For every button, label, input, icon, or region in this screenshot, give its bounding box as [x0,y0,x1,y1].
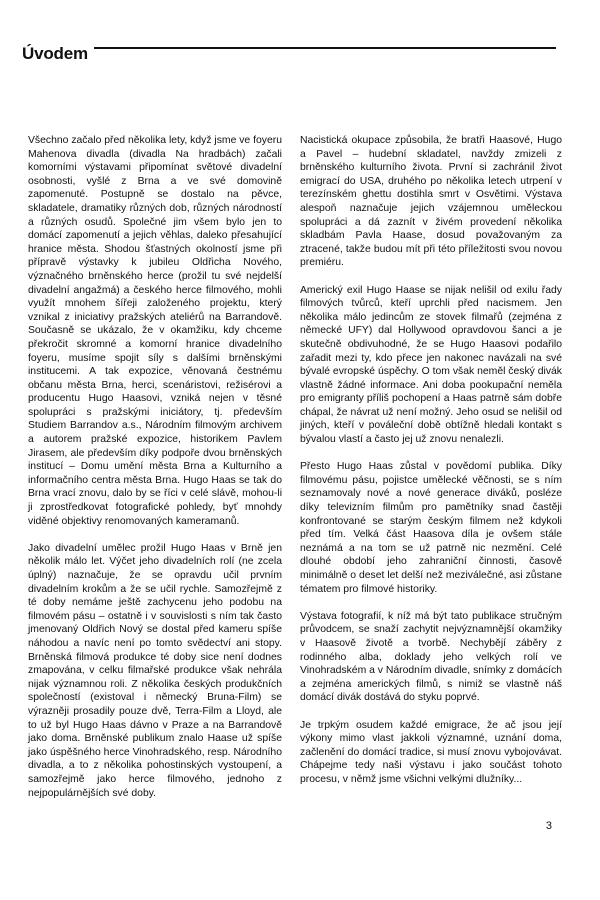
paragraph: Přesto Hugo Haas zůstal v povědomí publika. Díky filmovému pásu, pojistce umělecké věčnosti, se s ním seznamovaly nové a nové generace diváků, posléze díky televizním filmům pro pamětníky snad častěji konfrontované se starým českým filmem než kdykoli před tím. Velká část Haasova díla je ovšem stále neznámá a na tom se už patrně nic nezmění. Celé dlouhé období jeho zahraniční činnosti, časově minimálně o deset let delší než meziválečné, asi zůstane tématem pro filmové historiky. [300,461,562,595]
section-heading [22,40,556,66]
paragraph: Je trpkým osudem každé emigrace, že ač jsou její výkony mimo vlast jakkoli významné, uznání doma, začlenění do domácí tradice, si musí znovu vybojovávat. Chápejme tedy naši výstavu i jako součást tohoto procesu, v němž jsme všichni velkými dlužníky... [300,719,562,785]
right-column [300,134,562,800]
paragraph: Jako divadelní umělec prožil Hugo Haas v Brně jen několik málo let. Výčet jeho divadelních rolí (ne zcela úplný) naznačuje, že se opravdu učil prvním divadelním krokům a že se učil rychle. Samozřejmě z té doby nemáme ještě zachycenu jeho podobu na filmovém pásu – ostatně i v souvislosti s ním tak často jmenovaný Oldřich Nový se dostal před kameru spíše náhodou a navíc není po tomto svědectví ani stopy. Brněnská filmová produkce té doby sice není dodnes zmapována, v celku filmařské produkce však nehrála nijak významnou roli. Z několika českých produkčních společností (existoval i německý Bruna-Film) se výrazněji prosadily pouze dvě, Terra-Film a Lloyd, ale to už byl Hugo Haas dávno v Praze a na Barrandově jako doma. Brněnské publikum znalo Haase už spíše jako úspěšného herce Vinohradského, resp. Národního divadla, a to z několika pohostinských vystoupení, a samozřejmě jako herce filmového, jednoho z nejpopulárnějších své doby. [28,542,282,799]
paragraph: Nacistická okupace způsobila, že bratři Haasové, Hugo a Pavel – hudební skladatel, navždy zmizeli z brněnského kulturního života. První si zachránil život emigrací do USA, druhého po několika letech utrpení v terezínském ghettu dostihla smrt v Osvětimi. Výstava alespoň naznačuje jejich vzájemnou uměleckou spolupráci a dá zaznít v živém provedení několika skladbám Pavla Haase, dosud považovaným za ztracené, takže budou mít při této příležitosti svou novou premiéru. [300,135,562,269]
paragraph: Výstava fotografií, k níž má být tato publikace stručným průvodcem, se snaží zachytit nejvýznamnější okamžiky v Haasově životě a tvorbě. Nechybějí záběry z rodinného alba, doklady jeho velkých rolí ve Vinohradském a v Národním divadle, snímky z domácích a zejména amerických filmů, s nimiž se vlastně náš domácí divák dostává do styku poprvé. [300,610,562,704]
paragraph: Všechno začalo před několika lety, když jsme ve foyeru Mahenova divadla (divadla Na hradbách) začali komorními výstavami připomínat světové divadelní osobnosti, vyšlé z Brna a ve své domovině zapomenuté. Postupně se dostalo na pěvce, skladatele, dramatiky různých dob, různých národností a různých osudů. Společné jim všem bylo jen to domácí zapomenutí a jejich věhlas, daleko přesahující hranice města. Shodou šťastných okolností jsme při přípravě výstavky k jubileu Oldřicha Nového, význačného brněnského herce (prožil tu své nejdelší divadelní angažmá) a českého herce filmového, mohli využít mnohem šířeji založeného projektu, který vznikal z iniciativy pražských ateliérů na Barrandově. Současně se ukázalo, že v okamžiku, kdy chceme překročit skromné a komorní hranice divadelního foyeru, musíme spojit síly s dalšími brněnskými institucemi. A tak expozice, věnovaná čestnému občanu města Brna, herci, scenáristovi, režisérovi a producentu Hugo Haasovi, vzniká nejen v těsné spolupráci s pražskými iniciátory, tj. především Studiem Barrandov a.s., Národním filmovým archivem a autorem pražské expozice, historikem Pavlem Jirasem, ale především díky podpoře dvou brněnských institucí – Domu umění města Brna a Kulturního a informačního centra města Brna. Hugo Haas se tak do Brna vrací znovu, dalo by se říci v celé slávě, mohou-li ji zprostředkovat fotografické pohledy, byť mnohdy viděné objektivy renomovaných kameramanů. [28,135,282,527]
left-column [28,134,282,814]
page-title: Úvodem [22,44,88,63]
heading-rule [94,47,556,49]
page-number: 3 [545,820,552,832]
paragraph: Americký exil Hugo Haase se nijak nelišil od exilu řady filmových tvůrců, kteří uprchli před nacismem. Jen několika málo jedincům ze stovek filmařů (zejména z německé UFY) dal Hollywood opravdovou šanci a je skutečně obdivuhodné, že se Hugo Haasovi podařilo zařadit mezi ty, kdo přece jen nakonec navázali na své bývalé evropské úspěchy. O tom však neměl český divák vlastně žádné informace. Ani doba pookupační neměla pro emigranty příliš pochopení a Haas patrně sám dobře chápal, že návrat už není možný. Jeho osud se nelišil od jiných, kteří v pováleční době obtížně hledali kontakt s bývalou vlastí a často jej už znovu nenalezli. [300,284,562,446]
